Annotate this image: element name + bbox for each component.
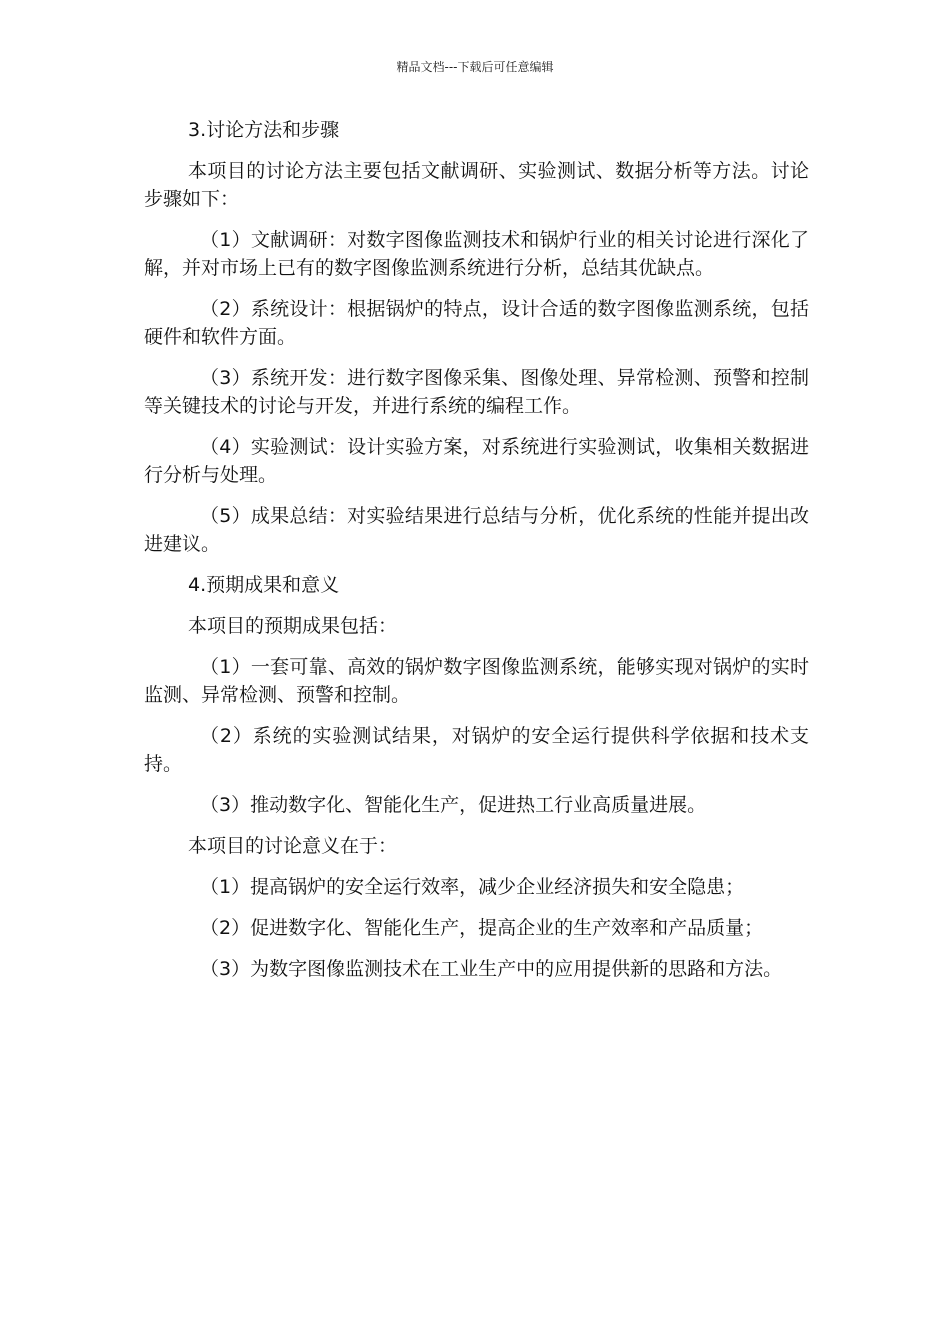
paragraph-outcomes-intro: 本项目的预期成果包括：	[188, 615, 398, 637]
list-item-step-1: （1）文献调研：对数字图像监测技术和锅炉行业的相关讨论进行深化了解，并对市场上已有的数字图像监测系统进行分析，总结其优缺点。	[144, 229, 809, 279]
list-item-outcome-1: （1）一套可靠、高效的锅炉数字图像监测系统，能够实现对锅炉的实时监测、异常检测、预警和控制。	[144, 656, 809, 706]
section-heading-outcomes: 4.预期成果和意义	[188, 574, 340, 596]
list-item-outcome-3: （3）推动数字化、智能化生产，促进热工行业高质量进展。	[200, 794, 707, 816]
list-item-outcome-2: （2）系统的实验测试结果，对锅炉的安全运行提供科学依据和技术支持。	[144, 725, 809, 775]
paragraph-methods-intro: 本项目的讨论方法主要包括文献调研、实验测试、数据分析等方法。讨论步骤如下：	[144, 160, 809, 210]
list-item-significance-2: （2）促进数字化、智能化生产，提高企业的生产效率和产品质量；	[200, 917, 764, 939]
list-item-step-2: （2）系统设计：根据锅炉的特点，设计合适的数字图像监测系统，包括硬件和软件方面。	[144, 298, 809, 348]
section-heading-methods: 3.讨论方法和步骤	[188, 119, 340, 141]
list-item-step-4: （4）实验测试：设计实验方案，对系统进行实验测试，收集相关数据进行分析与处理。	[144, 436, 809, 486]
list-item-significance-3: （3）为数字图像监测技术在工业生产中的应用提供新的思路和方法。	[200, 958, 783, 980]
paragraph-significance-intro: 本项目的讨论意义在于：	[188, 835, 398, 857]
list-item-step-5: （5）成果总结：对实验结果进行总结与分析，优化系统的性能并提出改进建议。	[144, 505, 809, 555]
document-body	[144, 116, 809, 996]
list-item-significance-1: （1）提高锅炉的安全运行效率，减少企业经济损失和安全隐患；	[200, 876, 745, 898]
list-item-step-3: （3）系统开发：进行数字图像采集、图像处理、异常检测、预警和控制等关键技术的讨论与开发，并进行系统的编程工作。	[144, 367, 809, 417]
page-header: 精品文档---下载后可任意编辑	[396, 60, 554, 74]
